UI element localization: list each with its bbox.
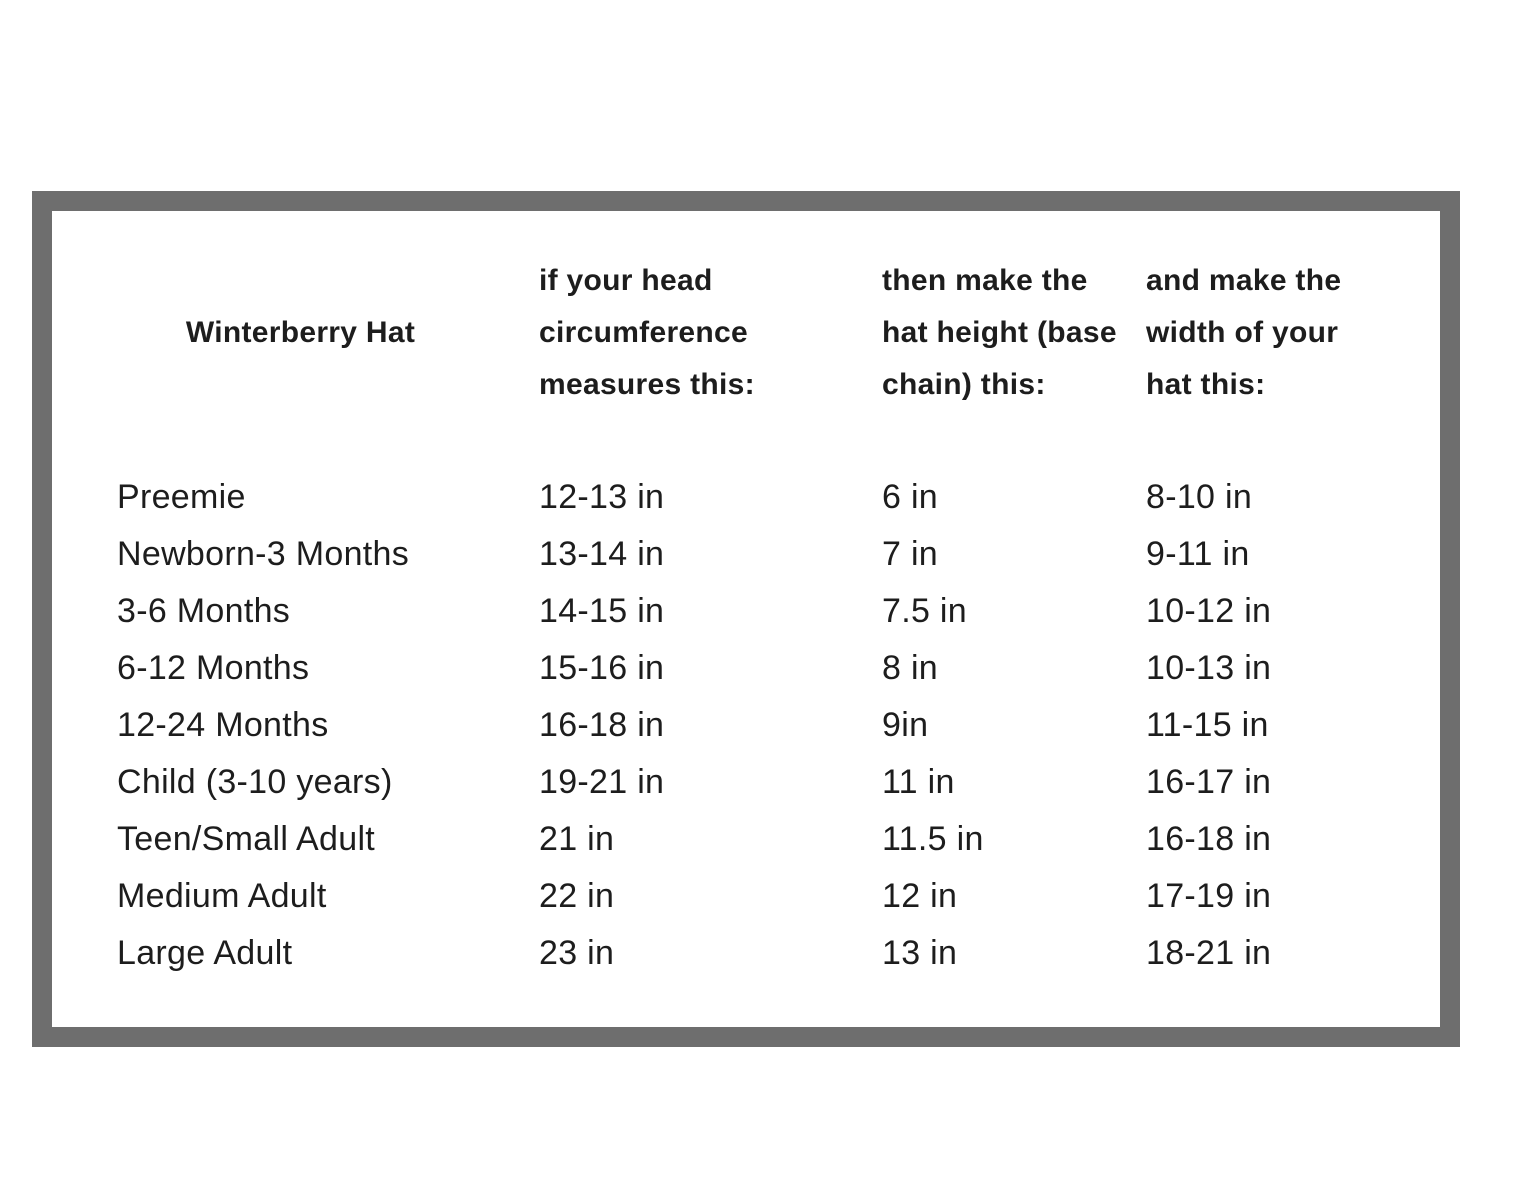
hat-height-value: 7.5 in <box>882 592 967 630</box>
header-line: hat this: <box>1146 368 1266 401</box>
hat-width-value: 11-15 in <box>1146 706 1269 744</box>
table-row <box>117 526 1440 583</box>
table-row <box>117 925 1440 982</box>
hat-height-value: 11.5 in <box>882 820 984 858</box>
head-circumference-value: 13-14 in <box>539 535 665 573</box>
table-row <box>117 754 1440 811</box>
hat-width-value: 9-11 in <box>1146 535 1250 573</box>
hat-height-value: 11 in <box>882 763 955 801</box>
table-body <box>117 469 1440 982</box>
head-circumference-value: 19-21 in <box>539 763 665 801</box>
header-line: if your head <box>539 264 713 297</box>
hat-height-value: 12 in <box>882 877 958 915</box>
hat-width-value: 16-17 in <box>1146 763 1272 801</box>
header-line: measures this: <box>539 368 755 401</box>
size-label: Medium Adult <box>117 877 327 915</box>
table-row <box>117 469 1440 526</box>
head-circumference-value: 14-15 in <box>539 592 665 630</box>
hat-width-value: 16-18 in <box>1146 820 1272 858</box>
hat-height-value: 6 in <box>882 478 939 516</box>
table-header-row <box>117 255 1440 411</box>
header-line: hat height (base <box>882 316 1117 349</box>
head-circumference-value: 23 in <box>539 934 615 972</box>
hat-width-value: 18-21 in <box>1146 934 1272 972</box>
hat-height-value: 9in <box>882 706 929 744</box>
header-line: then make the <box>882 264 1088 297</box>
table-row <box>117 868 1440 925</box>
header-line: width of your <box>1146 316 1339 349</box>
hat-height-header <box>882 255 1146 411</box>
hat-width-value: 10-13 in <box>1146 649 1272 687</box>
head-circumference-header <box>539 255 882 411</box>
size-column-header <box>117 307 539 359</box>
table-row <box>117 583 1440 640</box>
table-row <box>117 811 1440 868</box>
size-label: Preemie <box>117 478 246 516</box>
size-label: 12-24 Months <box>117 706 329 744</box>
head-circumference-value: 21 in <box>539 820 615 858</box>
table-row <box>117 640 1440 697</box>
hat-height-value: 13 in <box>882 934 958 972</box>
header-line: chain) this: <box>882 368 1046 401</box>
size-label: Child (3-10 years) <box>117 763 393 801</box>
header-line: circumference <box>539 316 749 349</box>
size-label: 3-6 Months <box>117 592 291 630</box>
chart-title: Winterberry Hat <box>185 316 416 349</box>
hat-width-header <box>1146 255 1440 411</box>
head-circumference-value: 16-18 in <box>539 706 665 744</box>
header-line: and make the <box>1146 264 1342 297</box>
size-label: 6-12 Months <box>117 649 310 687</box>
head-circumference-value: 12-13 in <box>539 478 665 516</box>
size-label: Newborn-3 Months <box>117 535 410 573</box>
hat-height-value: 8 in <box>882 649 939 687</box>
size-label: Large Adult <box>117 934 293 972</box>
sizing-table <box>117 211 1440 982</box>
size-label: Teen/Small Adult <box>117 820 376 858</box>
hat-width-value: 17-19 in <box>1146 877 1272 915</box>
sizing-chart-frame <box>32 191 1460 1047</box>
hat-width-value: 10-12 in <box>1146 592 1272 630</box>
table-row <box>117 697 1440 754</box>
head-circumference-value: 22 in <box>539 877 615 915</box>
head-circumference-value: 15-16 in <box>539 649 665 687</box>
hat-height-value: 7 in <box>882 535 939 573</box>
hat-width-value: 8-10 in <box>1146 478 1253 516</box>
